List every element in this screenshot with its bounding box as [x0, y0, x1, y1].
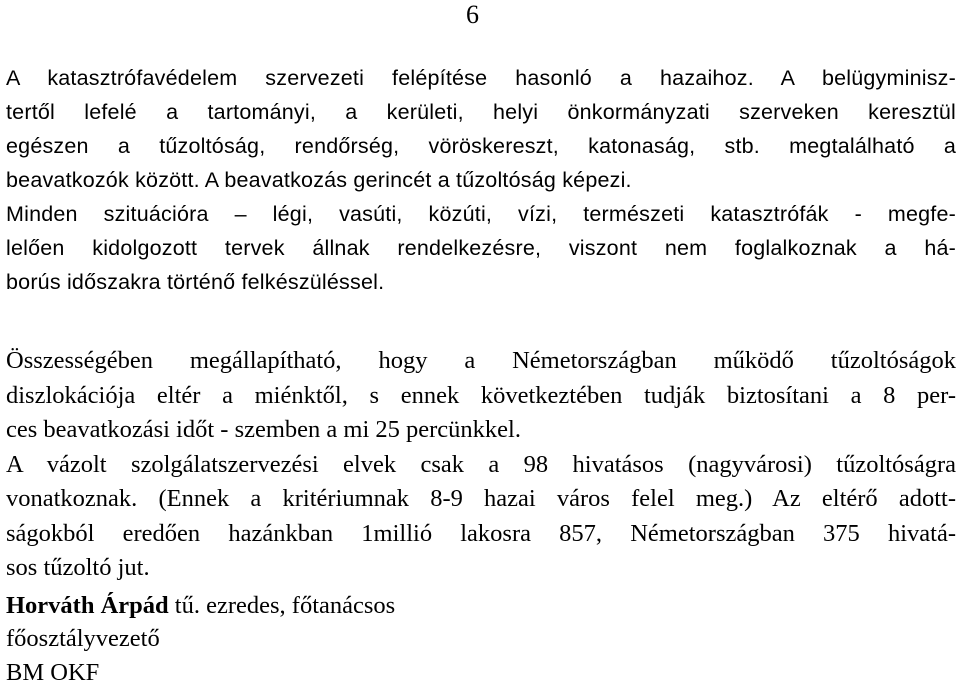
text-line: beavatkozók között. A beavatkozás gerincét a tűzoltóság képezi. — [6, 168, 632, 192]
text-line: ságokból eredően hazánkban 1millió lakosra 857, Németországban 375 hivatá- — [6, 519, 956, 547]
text-line: diszlokációja eltér a miénktől, s ennek következtében tudják biztosítani a 8 per- — [6, 381, 956, 409]
text-line: A vázolt szolgálatszervezési elvek csak a 98 hivatásos (nagyvárosi) tűzoltóságra — [6, 450, 956, 478]
signature-position: főosztályvezető — [6, 625, 160, 652]
signature-rank: tű. ezredes, főtanácsos — [168, 592, 396, 619]
text-line: A katasztrófavédelem szervezeti felépítése hasonló a hazaihoz. A belügyminisz- — [6, 66, 956, 90]
page-number: 6 — [466, 0, 479, 29]
signature-name: Horváth Árpád — [6, 592, 169, 619]
text-line: egészen a tűzoltóság, rendőrség, vöröskereszt, katonaság, stb. megtalálható a — [6, 134, 956, 158]
paragraph-conclusion — [6, 344, 956, 586]
signature-organization: BM OKF — [6, 659, 100, 686]
text-line: lelően kidolgozott tervek állnak rendelkezésre, viszont nem foglalkoznak a há- — [6, 236, 956, 260]
text-line: tertől lefelé a tartományi, a kerületi, helyi önkormányzati szerveken keresztül — [6, 100, 956, 124]
text-line: Minden szituációra – légi, vasúti, közúti, vízi, természeti katasztrófák - megfe- — [6, 202, 956, 226]
text-line: borús időszakra történő felkészüléssel. — [6, 270, 385, 294]
text-line: vonatkoznak. (Ennek a kritériumnak 8-9 hazai város felel meg.) Az eltérő adott- — [6, 485, 956, 512]
signature-name-line — [6, 589, 395, 623]
text-line: sos tűzoltó jut. — [6, 554, 150, 581]
paragraph-organization — [6, 61, 956, 299]
text-line: Összességében megállapítható, hogy a Németországban működő tűzoltóságok — [6, 347, 956, 374]
text-line: ces beavatkozási időt - szemben a mi 25 percünkkel. — [6, 416, 521, 443]
